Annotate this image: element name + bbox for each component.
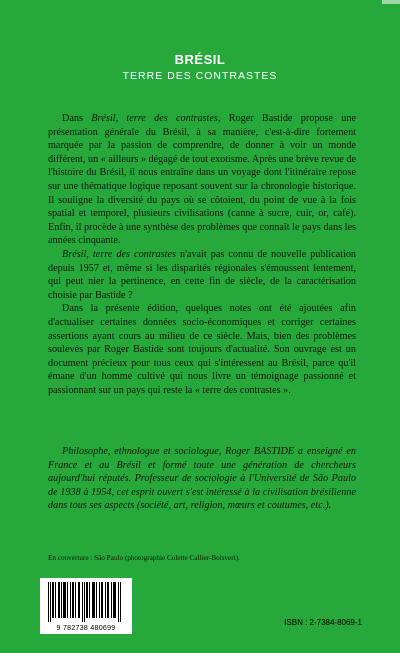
isbn: ISBN : 2-7384-8069-1: [284, 618, 362, 627]
paragraph-1: [48, 112, 356, 248]
paragraph-2: [48, 248, 356, 302]
book-subtitle: TERRE DES CONTRASTES: [122, 70, 278, 82]
author-bio-intro: Philosophe, ethnologue et sociologue, Roger: [62, 446, 254, 457]
barcode-number: 9 782738 480699: [56, 625, 116, 632]
barcode: [40, 578, 132, 634]
author-bio-paragraph: [48, 445, 356, 513]
corner-mark: [382, 0, 400, 4]
barcode-bars: [48, 582, 124, 622]
book-title-italic-2: Brésil, terre des contrastes: [62, 248, 176, 260]
paragraph-1-intro: Dans: [62, 113, 92, 124]
book-title: BRÉSIL: [174, 52, 226, 67]
paragraph-2-text: n'avait pas connu de nouvelle publication depuis 1957 et, même si les disparités régionales s'émoussent lentement, qui peut nier la pertinence, en cette fin de siècle, de la caractérisation choisie par Bastide ?: [48, 248, 357, 301]
paragraph-3: Dans la présente édition, quelques notes ont été ajoutées afin d'actualiser certaines données socio-économiques et corriger certaines assertions ayant cours au milieu de ce siècle. Mais, bien des problèmes soulevés par Roger Bastide sont toujours d'actualité. Son ouvrage est un document précieux pour tous ceux qui s'intéressent au Brésil, parce qu'il émane d'un homme cultivé qui nous livre un témoignage passionné et passionnant sur un pays qui reste la « terre des contrastes ».: [48, 303, 356, 396]
paragraph-1-text: Roger Bastide propose une présentation générale du Brésil, à sa manière, c'est-à-dire fortement marquée par la passion de comprendre, de donner à voir un monde différent, un « ailleurs » dégagé de tout exotisme. Après une brève revue de l'histoire du Brésil, il nous entraîne dans un voyage dont l'itinéraire repose sur une thématique logique reposant souvent sur la chronologie historique. Il souligne la diversité du pays où se côtoient, du point de vue à la fois spatial et temporel, plusieurs civilisations (canne à sucre, cuir, or, café). Enfin, il procède à une synthèse des problèmes que connaît le pays dans les années cinquante.: [48, 113, 357, 247]
book-title-italic: Brésil, terre des contrastes,: [91, 113, 221, 124]
back-cover-text: [48, 112, 356, 397]
author-bio: [48, 445, 356, 513]
cover-credit: En couverture : São Paulo (photographie Colette Callier-Boisvert).: [48, 554, 240, 562]
author-name: BASTIDE: [253, 446, 295, 457]
author-bio-text: a enseigné en France et au Brésil et formé toute une génération de chercheurs aujourd'hui réputés. Professeur de sociologie à l'Université de São Paulo de 1938 à 1954, cet esprit ouvert s'est intéressé à la civilisation brésilienne dans tous ses aspects (société, art, religion, mœurs et coutumes, etc.).: [48, 446, 356, 512]
